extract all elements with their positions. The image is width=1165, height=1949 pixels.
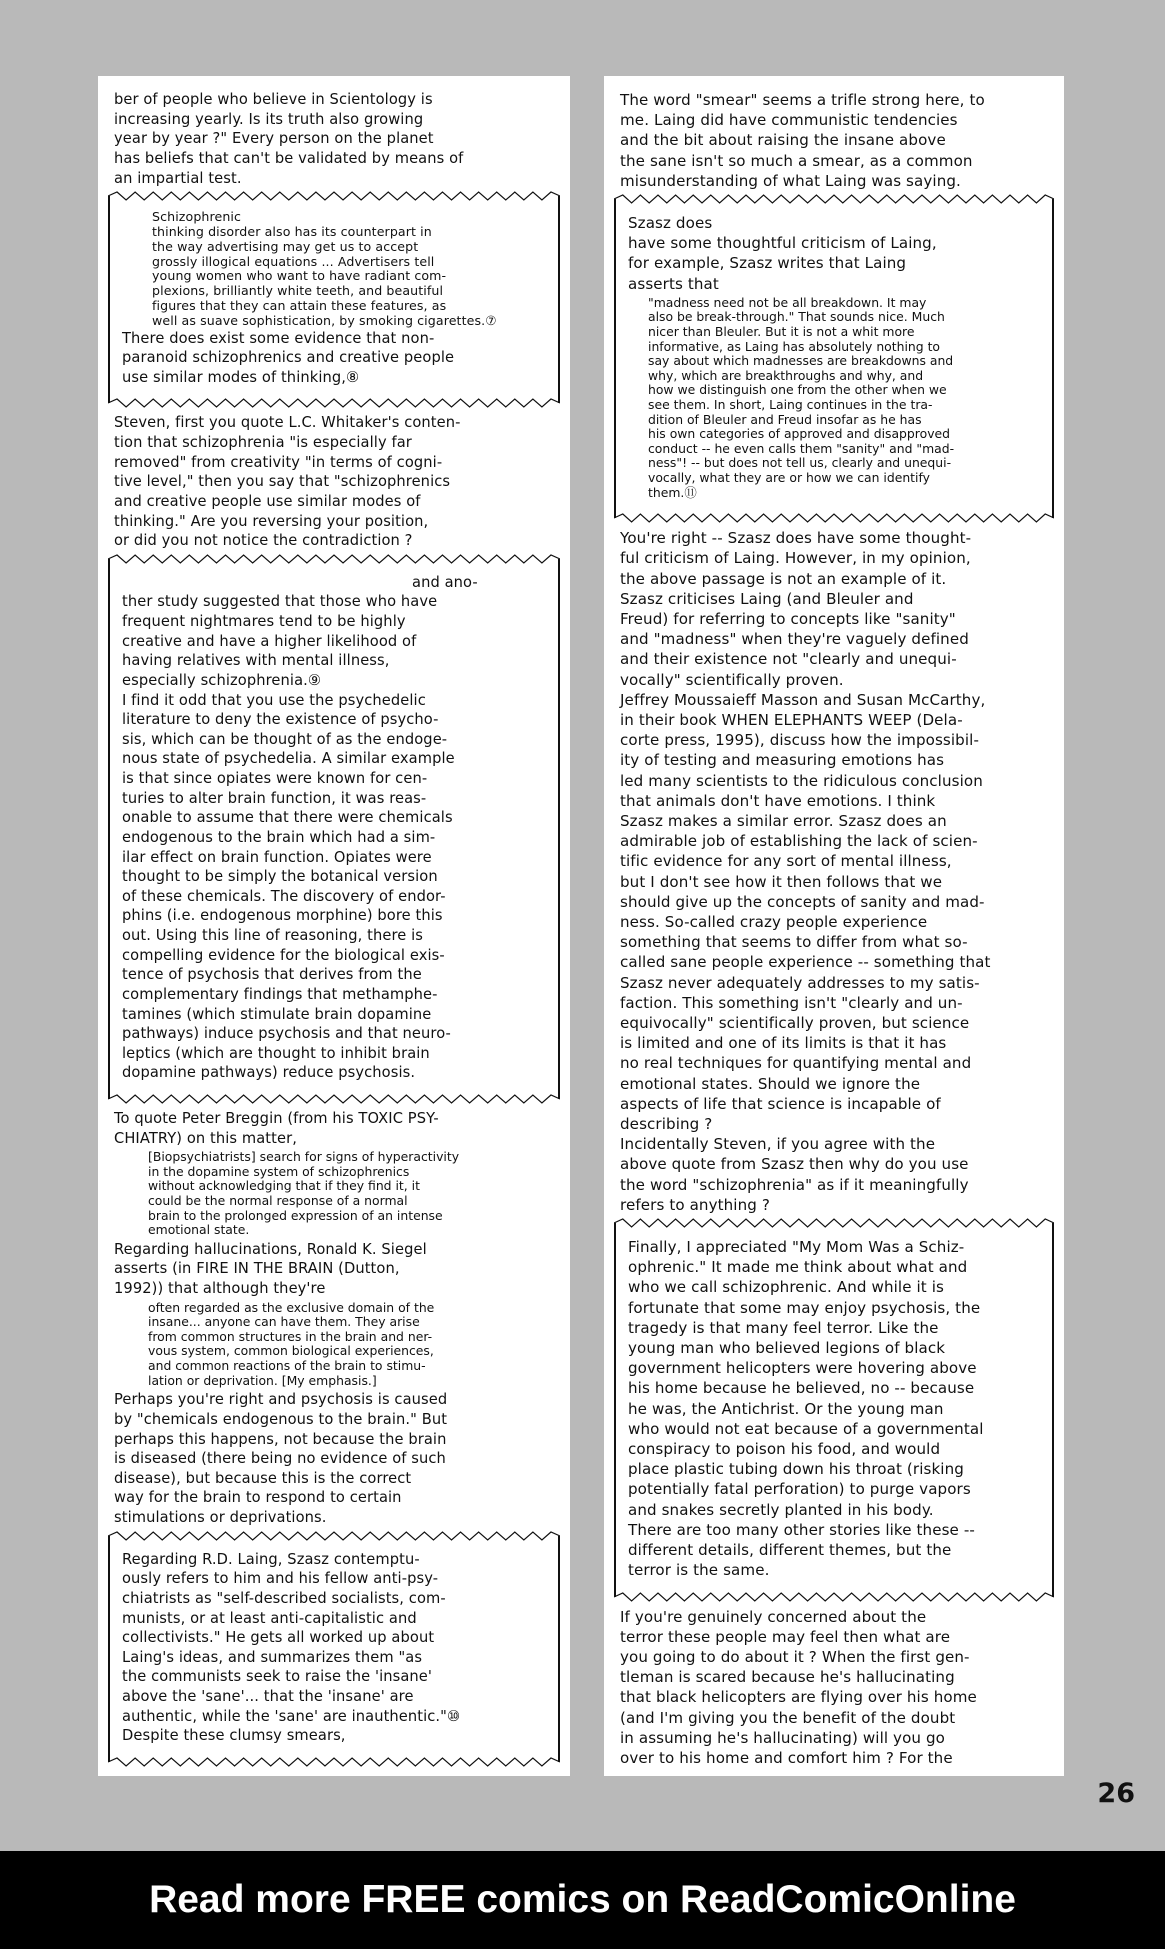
quoted-letter-box-3 — [108, 1536, 560, 1762]
quoted-letter-box-2 — [108, 559, 560, 1099]
left-paragraph-3: I find it odd that you use the psychedelic literature to deny the existence of psycho- sis, which can be thought of as the endoge- nous state of psychedelia. A similar example is that since opiates were known for cen- turies to alter brain function, it was reas- onable to assume that there were chemicals endogenous to the brain which had a sim- ilar effect on brain function. Opiates were thought to be simply the botanical version of these chemicals. The discovery of endor- phins (i.e. endogenous morphine) bore this out. Using this line of reasoning, there is compelling evidence for the biological exis- tence of psychosis that derives from the complementary findings that methamphe- tamines (which stimulate brain dopamine pathways) induce psychosis and that neuro- leptics (which are thought to inhibit brain dopamine pathways) reduce psychosis. — [122, 691, 455, 1082]
left-paragraph-2: Steven, first you quote L.C. Whitaker's conten- tion that schizophrenia "is especially far removed" from creativity "in terms of cogni- tive level," then you say that "schizophrenics and creative people use similar modes of thinking." Are you reversing your position, or did you not notice the contradiction ? — [114, 414, 461, 550]
quoted-letter-box-4 — [614, 199, 1054, 518]
quoted-letter-box-5 — [614, 1223, 1054, 1596]
quoted-letter-text-2: and ano- ther study suggested that those who have frequent nightmares tend to be highly creative and have a higher likelihood of having relatives with mental illness, especially schizophrenia.⑨ — [122, 573, 478, 689]
breggin-quote: [Biopsychiatrists] search for signs of hyperactivity in the dopamine system of schizophrenics without acknowledging that if they find it, it could be the normal response of a normal brain to the prolonged expression of an intense emotional state. — [148, 1149, 460, 1238]
szasz-quote: "madness need not be all breakdown. It may also be break-through." That sounds nice. Much nicer than Bleuler. But it is not a whit more informative, as Laing has absolutely nothing to say about which madnesses are breakdowns and why, which are breakthroughs and why, and how we distinguish one from the other when we see them. In short, Laing continues in the tra- dition of Bleuler and Freud insofar as he has his own categories of approved and disapproved conduct -- he even calls them "sanity" and "mad- ness"! -- but does not tell us, clearly and unequi- vocally, what they are or how we can identify them.⑪ — [648, 294, 955, 500]
right-paragraph-3: If you're genuinely concerned about the terror these people may feel then what are you going to do about it ? When the first gen- tleman is scared because he's hallucinating that black helicopters are flying over his home (and I'm giving you the benefit of the doubt in assuming he's hallucinating) will you go over to his home and comfort him ? For the — [620, 1607, 977, 1767]
left-paragraph-1: ber of people who believe in Scientology is increasing yearly. Is its truth also growing year by year ?" Every person on the planet has beliefs that can't be validated by means of an impartial test. — [114, 91, 464, 187]
quoted-letter-box-1 — [108, 196, 560, 403]
page-number: 26 — [1097, 1778, 1135, 1809]
quoted-letter-text-5: Finally, I appreciated "My Mom Was a Schiz- ophrenic." It made me think about what and who we call schizophrenic. And while it is fortunate that some may enjoy psychosis, the tragedy is that many feel terror. Like the young man who believed legions of black government helicopters were hovering above his home because he believed, no -- because he was, the Antichrist. Or the young man who would not eat because of a governmental conspiracy to poison his food, and would place plastic tubing down his throat (risking potentially fatal perforation) to purge vapors and snakes secretly planted in his body. There are too many other stories like these -- different details, different themes, but the terror is the same. — [628, 1238, 984, 1580]
quoted-letter-small-text: Schizophrenic thinking disorder also has its counterpart in the way advertising may get us to accept grossly illogical equations ... Advertisers tell young women who want to have radiant com- plexions, brilliantly white teeth, and beautiful figures that they can attain these features, as well as suave sophistication, by smoking cigarettes.⑦ — [152, 209, 497, 328]
quoted-letter-text-4: Szasz does have some thoughtful criticism of Laing, for example, Szasz writes that Laing asserts that — [628, 214, 937, 293]
left-paragraph-4: To quote Peter Breggin (from his TOXIC PSY- CHIATRY) on this matter, — [114, 1110, 439, 1147]
right-paragraph-2: You're right -- Szasz does have some thought- ful criticism of Laing. However, in my opinion, the above passage is not an example of it. Szasz criticises Laing (and Bleuler and Freud) for referring to concepts like "sanity" and "madness" when they're vaguely defined and their existence not "clearly and unequi- vocally" scientifically proven. Jeffrey Moussaieff Masson and Susan McCarthy, in their book WHEN ELEPHANTS WEEP (Dela- corte press, 1995), discuss how the impossibil- ity of testing and measuring emotions has led many scientists to the ridiculous conclusion that animals don't have emotions. I think Szasz makes a similar error. Szasz does an admirable job of establishing the lack of scien- tific evidence for any sort of mental illness, but I don't see how it then follows that we should give up the concepts of sanity and mad- ness. So-called crazy people experience something that seems to differ from what so- called sane people experience -- something that Szasz never adequately addresses to my satis- faction. This something isn't "clearly and un- equivocally" scientifically proven, but science is limited and one of its limits is that it has no real techniques for quantifying mental and emotional states. Should we ignore the aspects of life that science is incapable of describing ? Incidentally Steven, if you agree with the above quote from Szasz then why do you use the word "schizophrenia" as if it meaningfully refers to anything ? — [620, 529, 991, 1214]
quoted-letter-text: There does exist some evidence that non- paranoid schizophrenics and creative people use similar modes of thinking,⑧ — [122, 329, 455, 386]
left-paragraph-6: Perhaps you're right and psychosis is caused by "chemicals endogenous to the brain." But perhaps this happens, not because the brain is diseased (there being no evidence of such disease), but because this is the correct way for the brain to respond to certain stimulations or deprivations. — [114, 1391, 448, 1526]
promo-banner[interactable]: Read more FREE comics on ReadComicOnline — [0, 1851, 1165, 1949]
left-text-column — [98, 76, 570, 1776]
left-paragraph-5: Regarding hallucinations, Ronald K. Siegel asserts (in FIRE IN THE BRAIN (Dutton, 1992)) that although they're — [114, 1240, 427, 1298]
siegel-quote: often regarded as the exclusive domain of the insane... anyone can have them. They arise from common structures in the brain and ner- vous system, common biological experiences, and common reactions of the brain to stimu- lation or deprivation. [My emphasis.] — [148, 1299, 435, 1388]
right-text-column — [604, 76, 1064, 1776]
quoted-letter-text-3: Regarding R.D. Laing, Szasz contemptu- ously refers to him and his fellow anti-psy- chiatrists as "self-described socialists, com- munists, or at least anti-capitalistic and collectivists." He gets all worked up about Laing's ideas, and summarizes them "as the communists seek to raise the 'insane' above the 'sane'... that the 'insane' are authentic, while the 'sane' are inauthentic."⑩ Despite these clumsy smears, — [122, 1550, 461, 1745]
right-paragraph-1: The word "smear" seems a trifle strong here, to me. Laing did have communistic tendencies and the bit about raising the insane above the sane isn't so much a smear, as a common misunderstanding of what Laing was saying. — [620, 91, 985, 190]
